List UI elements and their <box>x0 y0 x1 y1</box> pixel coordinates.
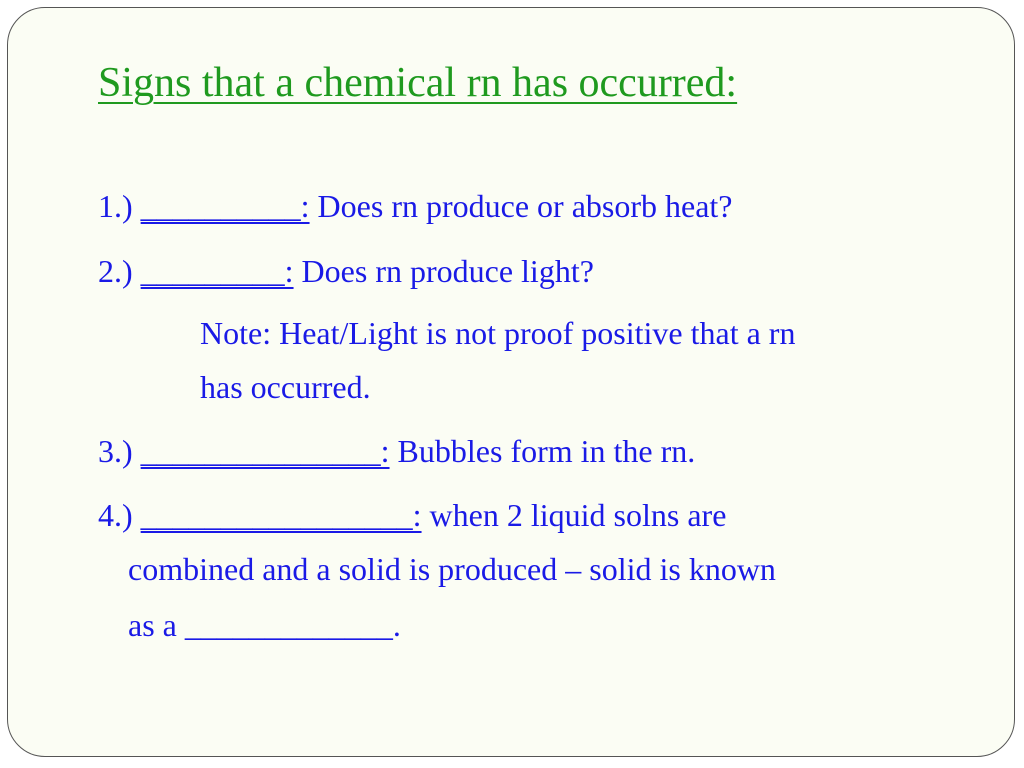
item-text: when 2 liquid solns are <box>421 497 727 533</box>
fill-in-blank: __________: <box>140 188 310 224</box>
list-item-2 <box>98 251 594 291</box>
item-text: Bubbles form in the rn. <box>389 433 696 469</box>
list-item-4-final-line <box>128 605 401 645</box>
item-number: 3.) <box>98 433 133 469</box>
note-line-1: Note: Heat/Light is not proof positive that a rn <box>200 315 796 351</box>
slide <box>7 7 1015 757</box>
list-item-4-continuation: combined and a solid is produced – solid is known <box>128 551 776 587</box>
item-text: Does rn produce or absorb heat? <box>309 188 733 224</box>
fill-in-blank: _______________: <box>140 433 390 469</box>
fill-in-blank: _________: <box>140 253 294 289</box>
fill-in-blank: _________________: <box>140 497 422 533</box>
list-item-1 <box>98 186 733 226</box>
line-suffix: . <box>392 607 401 643</box>
item-number: 1.) <box>98 188 133 224</box>
list-item-3 <box>98 431 695 471</box>
item-number: 4.) <box>98 497 133 533</box>
note-line-2: has occurred. <box>200 369 371 405</box>
slide-title: Signs that a chemical rn has occurred: <box>98 60 738 106</box>
fill-in-blank: _____________ <box>184 607 393 643</box>
list-item-4 <box>98 495 726 535</box>
item-number: 2.) <box>98 253 133 289</box>
item-text: Does rn produce light? <box>293 253 594 289</box>
line-prefix: as a <box>128 607 185 643</box>
